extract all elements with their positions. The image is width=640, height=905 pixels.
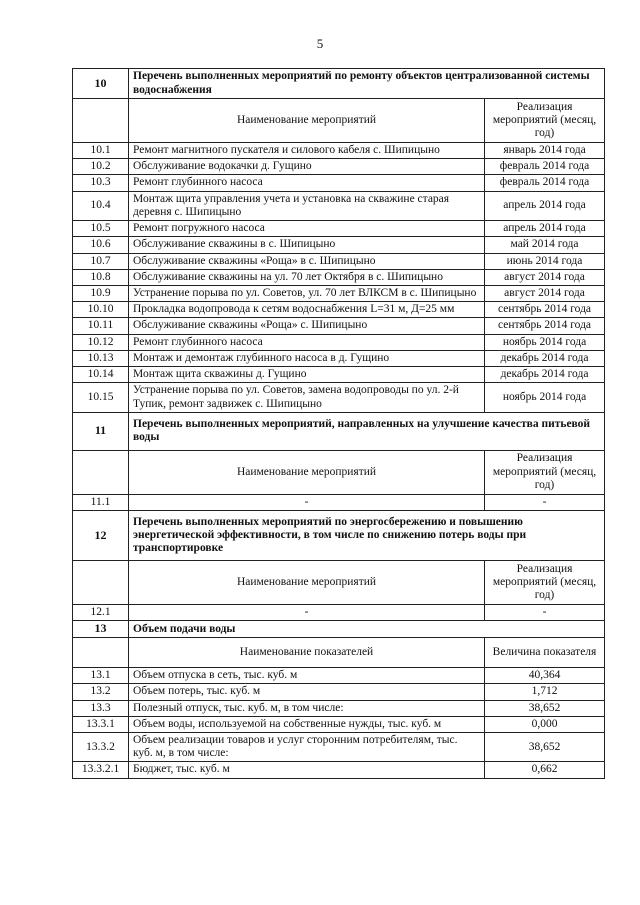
row-name: Бюджет, тыс. куб. м bbox=[129, 762, 485, 778]
table-row bbox=[73, 762, 605, 778]
row-period: сентябрь 2014 года bbox=[485, 318, 605, 334]
column-header-period: Реализация мероприятий (месяц, год) bbox=[485, 450, 605, 494]
row-number: 10.5 bbox=[73, 221, 129, 237]
row-period: сентябрь 2014 года bbox=[485, 302, 605, 318]
section-12-rows bbox=[73, 604, 605, 620]
column-header-period: Реализация мероприятий (месяц, год) bbox=[485, 560, 605, 604]
report-table bbox=[72, 68, 605, 779]
section-header-row bbox=[73, 69, 605, 99]
table-row bbox=[73, 668, 605, 684]
column-header-row bbox=[73, 638, 605, 668]
section-13-rows bbox=[73, 668, 605, 779]
row-name: Полезный отпуск, тыс. куб. м, в том числе: bbox=[129, 700, 485, 716]
table-row bbox=[73, 143, 605, 159]
row-name: - bbox=[129, 604, 485, 620]
row-number: 13.3 bbox=[73, 700, 129, 716]
empty-cell bbox=[73, 99, 129, 143]
row-name: Ремонт глубинного насоса bbox=[129, 334, 485, 350]
row-name: Обслуживание водокачки д. Гущино bbox=[129, 159, 485, 175]
page-number: 5 bbox=[316, 36, 324, 51]
empty-cell bbox=[73, 450, 129, 494]
row-number: 10.9 bbox=[73, 285, 129, 301]
row-number: 10.1 bbox=[73, 143, 129, 159]
row-name: Обслуживание скважины на ул. 70 лет Октября в с. Шипицыно bbox=[129, 269, 485, 285]
row-number: 13.1 bbox=[73, 668, 129, 684]
table-row bbox=[73, 269, 605, 285]
section-title: Объем подачи воды bbox=[129, 621, 605, 638]
row-number: 12.1 bbox=[73, 604, 129, 620]
table-row bbox=[73, 302, 605, 318]
row-value: 40,364 bbox=[485, 668, 605, 684]
row-period: ноябрь 2014 года bbox=[485, 334, 605, 350]
row-name: Монтаж щита управления учета и установка на скважине старая деревня с. Шипицыно bbox=[129, 191, 485, 220]
row-name: Прокладка водопровода к сетям водоснабжения L=31 м, Д=25 мм bbox=[129, 302, 485, 318]
row-number: 13.2 bbox=[73, 684, 129, 700]
row-number: 10.11 bbox=[73, 318, 129, 334]
section-title: Перечень выполненных мероприятий, направленных на улучшение качества питьевой воды bbox=[129, 412, 605, 450]
row-period: февраль 2014 года bbox=[485, 175, 605, 191]
table-row bbox=[73, 285, 605, 301]
column-header-row bbox=[73, 99, 605, 143]
section-header-row bbox=[73, 621, 605, 638]
row-value: 38,652 bbox=[485, 733, 605, 762]
row-number: 10.4 bbox=[73, 191, 129, 220]
row-period: апрель 2014 года bbox=[485, 221, 605, 237]
column-header-row bbox=[73, 560, 605, 604]
row-name: Монтаж и демонтаж глубинного насоса в д. Гущино bbox=[129, 350, 485, 366]
row-number: 10.8 bbox=[73, 269, 129, 285]
row-period: август 2014 года bbox=[485, 285, 605, 301]
row-name: Объем воды, используемой на собственные нужды, тыс. куб. м bbox=[129, 716, 485, 732]
table-row bbox=[73, 191, 605, 220]
row-number: 10.7 bbox=[73, 253, 129, 269]
row-name: Обслуживание скважины «Роща» с. Шипицыно bbox=[129, 318, 485, 334]
row-value: 0,662 bbox=[485, 762, 605, 778]
row-name: Объем реализации товаров и услуг сторонним потребителям, тыс. куб. м, в том числе: bbox=[129, 733, 485, 762]
section-number: 12 bbox=[73, 510, 129, 560]
row-period: апрель 2014 года bbox=[485, 191, 605, 220]
table-row bbox=[73, 253, 605, 269]
table-row bbox=[73, 604, 605, 620]
row-period: - bbox=[485, 494, 605, 510]
table-row bbox=[73, 237, 605, 253]
section-11-rows bbox=[73, 494, 605, 510]
table-row bbox=[73, 175, 605, 191]
row-period: январь 2014 года bbox=[485, 143, 605, 159]
table-row bbox=[73, 334, 605, 350]
table-row bbox=[73, 684, 605, 700]
section-number: 11 bbox=[73, 412, 129, 450]
empty-cell bbox=[73, 560, 129, 604]
table-row bbox=[73, 367, 605, 383]
table-row bbox=[73, 494, 605, 510]
section-number: 13 bbox=[73, 621, 129, 638]
row-name: Ремонт погружного насоса bbox=[129, 221, 485, 237]
row-period: май 2014 года bbox=[485, 237, 605, 253]
row-name: Обслуживание скважины в с. Шипицыно bbox=[129, 237, 485, 253]
row-number: 10.13 bbox=[73, 350, 129, 366]
row-period: февраль 2014 года bbox=[485, 159, 605, 175]
row-period: декабрь 2014 года bbox=[485, 367, 605, 383]
section-number: 10 bbox=[73, 69, 129, 99]
row-name: Монтаж щита скважины д. Гущино bbox=[129, 367, 485, 383]
row-name: - bbox=[129, 494, 485, 510]
row-number: 10.15 bbox=[73, 383, 129, 412]
row-name: Объем отпуска в сеть, тыс. куб. м bbox=[129, 668, 485, 684]
table-row bbox=[73, 700, 605, 716]
column-header-value: Величина показателя bbox=[485, 638, 605, 668]
row-number: 11.1 bbox=[73, 494, 129, 510]
row-name: Обслуживание скважины «Роща» в с. Шипицыно bbox=[129, 253, 485, 269]
row-period: август 2014 года bbox=[485, 269, 605, 285]
row-period: - bbox=[485, 604, 605, 620]
row-value: 0,000 bbox=[485, 716, 605, 732]
table-row bbox=[73, 716, 605, 732]
column-header-name: Наименование показателей bbox=[129, 638, 485, 668]
column-header-row bbox=[73, 450, 605, 494]
table-row bbox=[73, 350, 605, 366]
column-header-period: Реализация мероприятий (месяц, год) bbox=[485, 99, 605, 143]
section-title: Перечень выполненных мероприятий по ремонту объектов централизованной системы водоснабжения bbox=[129, 69, 605, 99]
table-row bbox=[73, 318, 605, 334]
row-number: 10.2 bbox=[73, 159, 129, 175]
row-number: 10.3 bbox=[73, 175, 129, 191]
table-row bbox=[73, 221, 605, 237]
row-number: 13.3.2.1 bbox=[73, 762, 129, 778]
row-number: 13.3.1 bbox=[73, 716, 129, 732]
row-name: Ремонт магнитного пускателя и силового кабеля с. Шипицыно bbox=[129, 143, 485, 159]
row-period: ноябрь 2014 года bbox=[485, 383, 605, 412]
row-period: июнь 2014 года bbox=[485, 253, 605, 269]
empty-cell bbox=[73, 638, 129, 668]
column-header-name: Наименование мероприятий bbox=[129, 560, 485, 604]
row-period: декабрь 2014 года bbox=[485, 350, 605, 366]
row-name: Устранение порыва по ул. Советов, замена водопроводы по ул. 2-й Тупик, ремонт задвижек с. Шипицыно bbox=[129, 383, 485, 412]
section-title: Перечень выполненных мероприятий по энергосбережению и повышению энергетической эффективности, в том числе по снижению потерь воды при транспортировке bbox=[129, 510, 605, 560]
section-header-row bbox=[73, 412, 605, 450]
table-row bbox=[73, 383, 605, 412]
row-number: 10.14 bbox=[73, 367, 129, 383]
row-value: 1,712 bbox=[485, 684, 605, 700]
table-row bbox=[73, 733, 605, 762]
row-number: 10.6 bbox=[73, 237, 129, 253]
row-number: 10.12 bbox=[73, 334, 129, 350]
table-row bbox=[73, 159, 605, 175]
section-10-rows bbox=[73, 143, 605, 413]
row-name: Устранение порыва по ул. Советов, ул. 70 лет ВЛКСМ в с. Шипицыно bbox=[129, 285, 485, 301]
row-value: 38,652 bbox=[485, 700, 605, 716]
column-header-name: Наименование мероприятий bbox=[129, 99, 485, 143]
section-header-row bbox=[73, 510, 605, 560]
row-number: 13.3.2 bbox=[73, 733, 129, 762]
row-name: Объем потерь, тыс. куб. м bbox=[129, 684, 485, 700]
row-number: 10.10 bbox=[73, 302, 129, 318]
row-name: Ремонт глубинного насоса bbox=[129, 175, 485, 191]
column-header-name: Наименование мероприятий bbox=[129, 450, 485, 494]
